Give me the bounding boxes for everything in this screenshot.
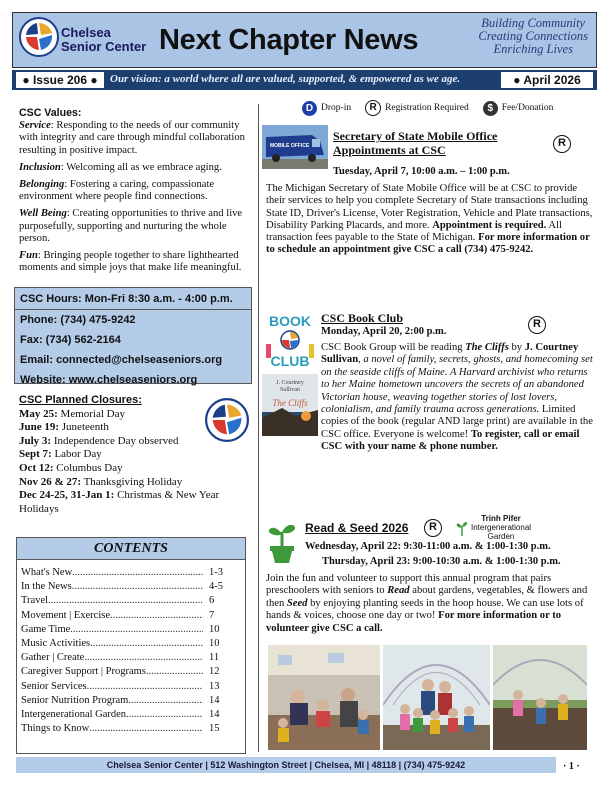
toc-page: 11 bbox=[209, 652, 220, 664]
toc-leader bbox=[146, 665, 203, 679]
book-club-image bbox=[262, 312, 318, 436]
org-name-line1: Chelsea bbox=[61, 25, 111, 40]
closure-item bbox=[19, 448, 254, 462]
cover-author1: J. Courtney bbox=[276, 380, 304, 386]
toc-title: Movement | Exercise bbox=[21, 609, 110, 621]
cover-author2: Sullivan bbox=[279, 387, 301, 393]
toc-item[interactable] bbox=[21, 594, 241, 608]
toc-title: Senior Services bbox=[21, 680, 87, 692]
toc-title: Travel bbox=[21, 595, 49, 607]
toc-title: Things to Know bbox=[21, 723, 90, 735]
email[interactable]: Email: connected@chelseaseniors.org bbox=[20, 354, 223, 366]
seed-seed: Seed bbox=[286, 597, 308, 609]
toc-leader bbox=[84, 651, 203, 665]
toc-leader bbox=[70, 623, 203, 637]
newsletter-title: Next Chapter News bbox=[159, 24, 419, 56]
toc-title: Game Time bbox=[21, 623, 71, 635]
value-fun-term: Fun bbox=[19, 250, 38, 262]
read-seed-body bbox=[266, 573, 593, 635]
drop-in-icon: D bbox=[302, 101, 317, 116]
toc-leader bbox=[90, 637, 203, 651]
book-name: The Cliffs bbox=[465, 342, 509, 353]
hours: CSC Hours: Mon-Fri 8:30 a.m. - 4:00 p.m. bbox=[15, 288, 251, 310]
toc-item[interactable] bbox=[21, 580, 241, 594]
closure-name: Columbus Day bbox=[53, 461, 123, 474]
closure-item bbox=[19, 489, 254, 516]
tagline-line2: Creating Connections bbox=[478, 29, 588, 43]
sos-date: Tuesday, April 7, 10:00 a.m. – 1:00 p.m. bbox=[333, 166, 510, 177]
table-of-contents bbox=[16, 537, 246, 754]
closure-name: Thanksgiving Holiday bbox=[81, 475, 183, 488]
value-inclusion-text: : Welcoming all as we embrace aging. bbox=[60, 161, 222, 173]
toc-leader bbox=[128, 694, 203, 708]
column-divider bbox=[258, 104, 259, 752]
photo-children-planting bbox=[493, 645, 587, 750]
toc-list bbox=[17, 560, 245, 736]
sos-body bbox=[266, 183, 593, 257]
garden-logo bbox=[456, 514, 531, 541]
toc-item[interactable] bbox=[21, 637, 241, 651]
toc-page: 13 bbox=[209, 680, 220, 692]
closure-name: Labor Day bbox=[51, 448, 102, 461]
read-seed-title: Read & Seed 2026 bbox=[305, 521, 409, 535]
legend-registration: Registration Required bbox=[385, 103, 469, 113]
closure-name: Christmas & New Year Holidays bbox=[19, 489, 220, 515]
book-logo-bottom: CLUB bbox=[270, 353, 310, 369]
seed-read: Read bbox=[387, 585, 410, 597]
book-author: J. Courtney Sullivan bbox=[321, 342, 579, 366]
closure-date: Dec 24-25, 31-Jan 1: bbox=[19, 489, 115, 502]
contact-box bbox=[14, 287, 252, 384]
toc-title: Caregiver Support | Programs bbox=[21, 666, 146, 678]
book-body-text2: by bbox=[508, 342, 525, 353]
closure-name: Juneteenth bbox=[59, 421, 109, 434]
toc-leader bbox=[87, 680, 203, 694]
org-name-line2: Senior Center bbox=[61, 39, 147, 54]
toc-page: 1-3 bbox=[209, 567, 223, 578]
toc-item[interactable] bbox=[21, 708, 241, 722]
closure-date: June 19: bbox=[19, 421, 60, 434]
book-club-title: CSC Book Club bbox=[321, 311, 404, 325]
page-number: · 1 · bbox=[563, 761, 580, 772]
toc-leader bbox=[72, 580, 203, 594]
book-club-body bbox=[321, 342, 593, 454]
toc-leader bbox=[48, 594, 203, 608]
toc-page: 6 bbox=[209, 595, 215, 607]
closure-date: May 25: bbox=[19, 407, 58, 420]
toc-title: Gather | Create bbox=[21, 652, 85, 664]
toc-page: 4-5 bbox=[209, 581, 223, 593]
tagline-line3: Enriching Lives bbox=[493, 42, 573, 56]
value-service-text: : Responding to the needs of our community with integrity and care through mindful collaboration resulting in positive impact. bbox=[19, 120, 245, 156]
toc-page: 14 bbox=[209, 694, 220, 706]
toc-page: 10 bbox=[209, 623, 220, 635]
toc-page: 14 bbox=[209, 709, 220, 721]
toc-title: Music Activities bbox=[21, 638, 91, 650]
value-wellbeing-text: : Creating opportunities to thrive and live purposefully, supporting and nurturing the whole person. bbox=[19, 208, 243, 244]
value-fun-text: : Bringing people together to share lighthearted moments and simple joys that make life meaningful. bbox=[19, 250, 242, 274]
closure-date: July 3: bbox=[19, 434, 52, 447]
toc-leader bbox=[72, 566, 203, 580]
issue-number-text: Issue 206 bbox=[32, 73, 88, 87]
garden-line1: Trinh Pifer bbox=[481, 514, 521, 523]
toc-leader bbox=[126, 708, 203, 722]
book-club-date: Monday, April 20, 2:00 p.m. bbox=[321, 326, 447, 337]
toc-page: 12 bbox=[209, 666, 220, 678]
toc-page: 10 bbox=[209, 638, 220, 650]
sos-body-text2: All transaction fees payable to the State of Michigan. bbox=[266, 219, 562, 244]
toc-leader bbox=[89, 722, 203, 736]
vision-statement: Our vision: a world where all are valued, supported, & empowered as we age. bbox=[110, 73, 461, 85]
issue-bar bbox=[12, 70, 597, 90]
value-belonging-text: : Fostering a caring, compassionate environment where people find connections. bbox=[19, 179, 215, 203]
value-service-term: Service bbox=[19, 120, 51, 132]
toc-title: In the News bbox=[21, 581, 72, 593]
issue-month-text: April 2026 bbox=[523, 73, 581, 87]
closures-heading: CSC Planned Closures: bbox=[19, 394, 142, 406]
garden-line3: Garden bbox=[487, 532, 515, 541]
sos-title: Secretary of State Mobile Office Appointments at CSC bbox=[333, 129, 498, 157]
book-body-text4: Limited copies of the book (regular AND large print) are available in the CSC office. Everyone is welcome! bbox=[321, 404, 593, 440]
legend bbox=[302, 100, 553, 116]
chelsea-logo-small bbox=[205, 398, 249, 442]
tagline bbox=[478, 17, 588, 56]
seed-registration-icon: R bbox=[424, 519, 442, 537]
book-body-bold: To register, call or email CSC with your name & phone number. bbox=[321, 428, 580, 453]
toc-title: What's New bbox=[21, 567, 73, 578]
chelsea-senior-center-logo bbox=[19, 17, 59, 57]
footer-address: Chelsea Senior Center | 512 Washington Street | Chelsea, MI | 48118 | (734) 475-9242 bbox=[16, 757, 556, 773]
mobile-office-van-photo bbox=[262, 125, 328, 169]
csc-values bbox=[19, 107, 251, 279]
book-registration-icon: R bbox=[528, 316, 546, 334]
garden-line2: Intergenerational bbox=[471, 523, 532, 532]
toc-item[interactable] bbox=[21, 609, 241, 623]
website[interactable]: Website: www.chelseaseniors.org bbox=[20, 374, 198, 386]
van-text: MOBILE OFFICE bbox=[270, 143, 310, 149]
closure-date: Sept 7: bbox=[19, 448, 52, 461]
toc-item[interactable] bbox=[21, 665, 241, 679]
legend-drop-in: Drop-in bbox=[321, 103, 352, 113]
tagline-line1: Building Community bbox=[481, 16, 586, 30]
toc-item[interactable] bbox=[21, 722, 241, 736]
book-body-text1: CSC Book Group will be reading bbox=[321, 342, 466, 353]
issue-month: ● April 2026 bbox=[501, 72, 593, 88]
issue-number: ● Issue 206 ● bbox=[16, 72, 104, 88]
phone[interactable]: Phone: (734) 475-9242 bbox=[20, 314, 136, 326]
plant-pot-icon bbox=[265, 520, 299, 564]
closure-name: Memorial Day bbox=[57, 407, 125, 420]
closure-name: Independence Day observed bbox=[51, 434, 179, 447]
photo-hoop-house-group bbox=[383, 645, 490, 750]
sos-body-bold1: Appointment is required. bbox=[432, 219, 547, 231]
masthead bbox=[12, 12, 597, 68]
seed-body-text1: Join the fun and volunteer to support this annual program that pairs preschoolers with seniors to bbox=[266, 573, 552, 597]
registration-required-icon: R bbox=[365, 100, 381, 116]
garden-sprout-icon bbox=[456, 520, 468, 536]
contents-heading: CONTENTS bbox=[17, 538, 245, 560]
toc-item[interactable] bbox=[21, 566, 241, 580]
values-heading: CSC Values: bbox=[19, 107, 82, 119]
toc-leader bbox=[110, 609, 203, 623]
seed-body-bold: For more information or to volunteer give CSC a call. bbox=[266, 610, 562, 634]
value-inclusion-term: Inclusion bbox=[19, 161, 61, 173]
toc-page: 7 bbox=[209, 609, 215, 621]
closure-item bbox=[19, 462, 254, 476]
toc-title: Intergenerational Garden bbox=[21, 709, 127, 721]
photo-reading-room bbox=[268, 645, 380, 750]
toc-page: 15 bbox=[209, 723, 220, 735]
book-logo-top: BOOK bbox=[269, 313, 311, 329]
seed-body-text2: about gardens, vegetables, & flowers and then bbox=[266, 585, 588, 609]
seed-date-1: Wednesday, April 22: 9:30-11:00 a.m. & 1:00-1:30 p.m. bbox=[305, 541, 551, 552]
toc-item[interactable] bbox=[21, 694, 241, 708]
cover-title: The Cliffs bbox=[272, 398, 308, 408]
closure-date: Nov 26 & 27: bbox=[19, 475, 82, 488]
book-body-italic: , a novel of family, secrets, ghosts, and homecoming set on the seaside cliffs of Maine. A Harvard archivist who returns to her Maine hometown uncovers the secrets of an abandoned Victorian house, weaving together stories of lost lovers, colonialism, and family trauma across generations. bbox=[321, 354, 593, 416]
toc-title: Senior Nutrition Program bbox=[21, 694, 129, 706]
seed-body-text3: by enjoying planting seeds in the hoop house. We can use lots of hands & voices, choose one day or two! bbox=[266, 597, 584, 622]
legend-fee: Fee/Donation bbox=[501, 103, 554, 113]
value-wellbeing-term: Well Being bbox=[19, 208, 67, 220]
sos-body-text: The Michigan Secretary of State Mobile Office will be at CSC to provide their services to help you complete Secretary of State transactions including State ID, Driver's License, Voter Registration, Vehicle and Plate transactions, Disability Parking Placards, and more. bbox=[266, 183, 593, 231]
sos-registration-icon: R bbox=[553, 135, 571, 153]
toc-item[interactable] bbox=[21, 680, 241, 694]
closure-date: Oct 12: bbox=[19, 461, 54, 474]
value-belonging-term: Belonging bbox=[19, 179, 65, 191]
sos-body-bold2: For more information or to schedule an appointment give CSC a call (734) 475-9242. bbox=[266, 232, 590, 256]
toc-item[interactable] bbox=[21, 651, 241, 665]
fax: Fax: (734) 562-2164 bbox=[20, 334, 121, 346]
closure-item bbox=[19, 476, 254, 490]
seed-date-2: Thursday, April 23: 9:00-10:30 a.m. & 1:00-1:30 p.m. bbox=[322, 556, 561, 567]
toc-item[interactable] bbox=[21, 623, 241, 637]
fee-icon: $ bbox=[483, 101, 498, 116]
